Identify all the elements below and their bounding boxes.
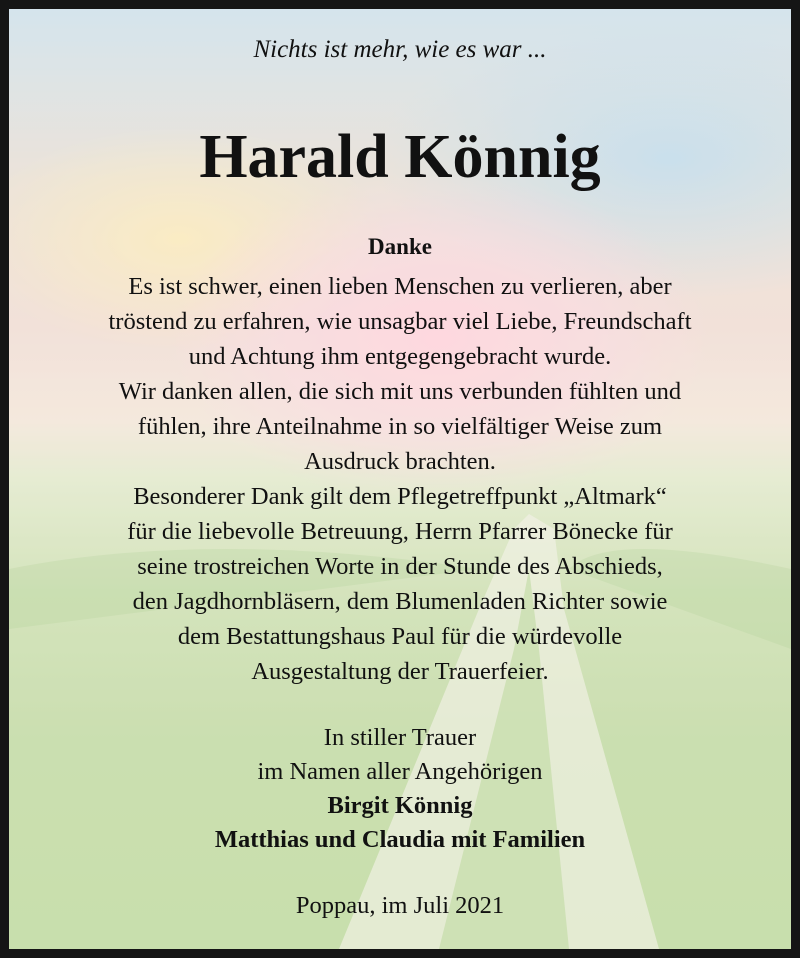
motto: Nichts ist mehr, wie es war ... bbox=[253, 36, 547, 63]
place-date: Poppau, im Juli 2021 bbox=[295, 892, 505, 919]
message-line: dem Bestattungshaus Paul für die würdevolle bbox=[177, 623, 623, 650]
message-line: tröstend zu erfahren, wie unsagbar viel Liebe, Freundschaft bbox=[108, 308, 692, 335]
mourner-family: Matthias und Claudia mit Familien bbox=[214, 826, 586, 853]
message-line: Besonderer Dank gilt dem Pflegetreffpunkt „Altmark“ bbox=[133, 483, 667, 510]
message-line: fühlen, ihre Anteilnahme in so vielfältiger Weise zum bbox=[137, 413, 663, 440]
deceased-name: Harald Könnig bbox=[199, 123, 601, 191]
thanks-heading: Danke bbox=[368, 234, 432, 259]
message-line: den Jagdhornbläsern, dem Blumenladen Richter sowie bbox=[132, 588, 668, 615]
message-line: und Achtung ihm entgegengebracht wurde. bbox=[188, 343, 612, 370]
message-line: Ausgestaltung der Trauerfeier. bbox=[251, 658, 549, 685]
mourning-line: In stiller Trauer bbox=[323, 724, 477, 751]
message-line: Wir danken allen, die sich mit uns verbunden fühlten und bbox=[118, 378, 682, 405]
message-line: für die liebevolle Betreuung, Herrn Pfarrer Bönecke für bbox=[127, 518, 673, 545]
message-line: Ausdruck brachten. bbox=[304, 448, 496, 475]
signature-block bbox=[9, 721, 791, 857]
mourner-name: Birgit Könnig bbox=[327, 792, 473, 819]
relatives-line: im Namen aller Angehörigen bbox=[257, 758, 543, 785]
message-line: seine trostreichen Worte in der Stunde des Abschieds, bbox=[137, 553, 663, 580]
notice-text-block bbox=[9, 9, 791, 949]
message-line: Es ist schwer, einen lieben Menschen zu verlieren, aber bbox=[128, 273, 672, 300]
thanks-message bbox=[19, 269, 781, 689]
